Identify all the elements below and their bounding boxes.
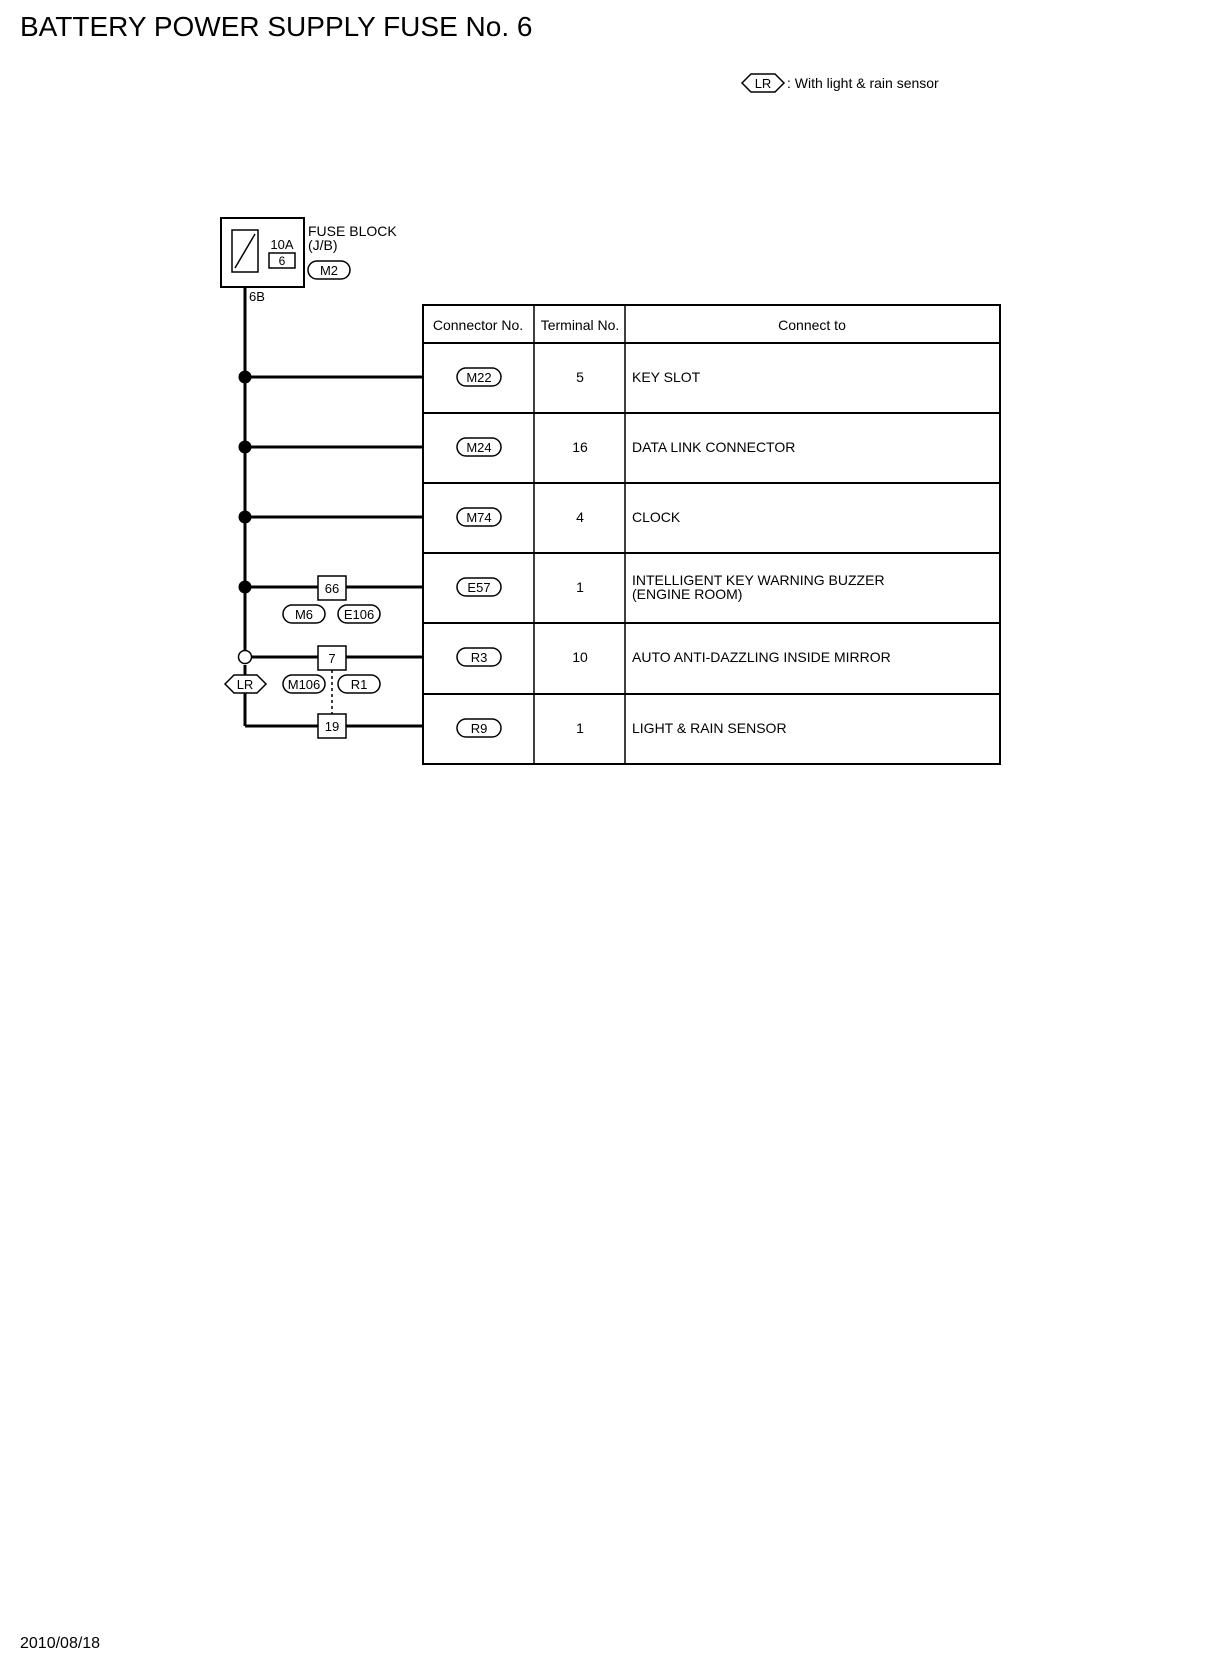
connector-no: M24 xyxy=(466,440,492,455)
connect-to: INTELLIGENT KEY WARNING BUZZER xyxy=(632,572,885,588)
lr-tag xyxy=(225,675,266,693)
connect-to: AUTO ANTI-DAZZLING INSIDE MIRROR xyxy=(632,649,891,665)
table-row xyxy=(457,508,681,526)
terminal-no: 5 xyxy=(576,369,584,385)
lr-tag-label: LR xyxy=(236,677,254,692)
connector-no: R3 xyxy=(470,650,488,665)
table-row xyxy=(457,438,795,456)
fuse-block-jb-label: (J/B) xyxy=(308,237,338,253)
junction-dot-icon xyxy=(239,581,252,594)
junction-dot-icon xyxy=(239,441,252,454)
terminal-no: 10 xyxy=(572,649,588,665)
page-title: BATTERY POWER SUPPLY FUSE No. 6 xyxy=(20,11,533,42)
connector-no: E57 xyxy=(467,580,491,595)
junction-dot-icon xyxy=(239,371,252,384)
connector-no: R9 xyxy=(470,721,488,736)
fuse-block-label: FUSE BLOCK xyxy=(308,223,397,239)
legend xyxy=(742,74,939,92)
terminal-no: 16 xyxy=(572,439,588,455)
terminal-no: 1 xyxy=(576,579,584,595)
footer-date: 2010/08/18 xyxy=(20,1635,101,1652)
inline-connector-r9 xyxy=(318,714,346,738)
connect-to: CLOCK xyxy=(632,509,681,525)
fuse-number: 6 xyxy=(278,254,286,268)
inline-connector-e57 xyxy=(283,576,380,623)
table-row xyxy=(457,572,885,602)
legend-text: : With light & rain sensor xyxy=(787,75,939,91)
pin-number: 19 xyxy=(324,719,340,734)
header-connector-no: Connector No. xyxy=(432,317,524,333)
connector-label: M6 xyxy=(294,607,314,622)
connect-to-line-2: (ENGINE ROOM) xyxy=(632,586,743,602)
junction-dot-icon xyxy=(239,511,252,524)
header-terminal-no: Terminal No. xyxy=(540,317,620,333)
connector-label: R1 xyxy=(350,677,368,692)
fuse-block xyxy=(221,218,397,304)
header-connect-to: Connect to xyxy=(778,317,846,333)
connector-table xyxy=(423,305,1000,764)
fuse-rating: 10A xyxy=(270,237,294,252)
connector-label: M106 xyxy=(287,677,321,692)
connector-label: E106 xyxy=(343,607,375,622)
pin-number: 7 xyxy=(328,651,336,666)
connect-to: LIGHT & RAIN SENSOR xyxy=(632,720,787,736)
table-row xyxy=(457,368,701,386)
terminal-no: 4 xyxy=(576,509,584,525)
table-row xyxy=(457,719,787,737)
fuse-connector-label: M2 xyxy=(319,263,339,278)
connect-to: KEY SLOT xyxy=(632,369,701,385)
connector-no: M22 xyxy=(466,370,492,385)
legend-symbol: LR xyxy=(754,76,772,91)
optional-junction-icon xyxy=(239,651,252,664)
table-border xyxy=(423,305,1000,764)
fuse-terminal-label: 6B xyxy=(249,289,265,304)
pin-number: 66 xyxy=(324,581,340,596)
terminal-no: 1 xyxy=(576,720,584,736)
table-row xyxy=(457,648,891,666)
connector-no: M74 xyxy=(466,510,492,525)
connect-to: DATA LINK CONNECTOR xyxy=(632,439,796,455)
